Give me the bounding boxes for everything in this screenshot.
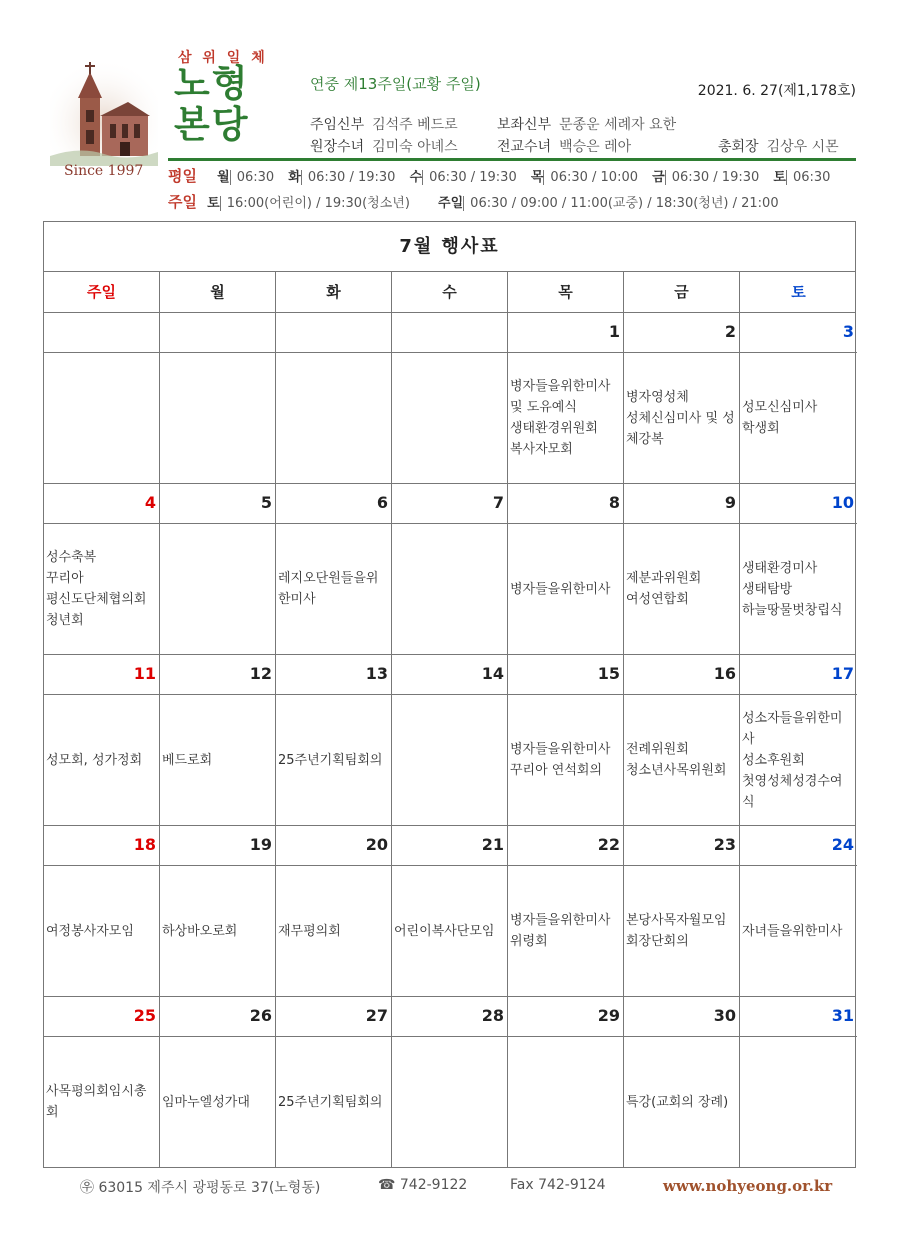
calendar-day-cell	[276, 313, 392, 483]
staff-role: 총회장	[718, 139, 759, 155]
event-item: 임마누엘성가대	[162, 1094, 250, 1110]
event-item: 여정봉사자모임	[46, 923, 134, 939]
mass-time: 06:30 / 10:00	[550, 170, 638, 185]
footer-fax: Fax 742-9124	[510, 1177, 606, 1193]
event-item: 위령회	[510, 934, 548, 949]
mass-day: 목	[530, 170, 544, 185]
day-events	[46, 1037, 157, 1167]
tagline: 삼 위 일 체	[178, 50, 268, 66]
church-name-line2: 본당	[174, 103, 250, 146]
church-building-illustration	[50, 58, 158, 166]
day-events	[510, 866, 621, 996]
calendar-day-cell	[508, 826, 624, 996]
day-number: 28	[392, 997, 507, 1037]
day-events	[394, 866, 505, 996]
day-events	[394, 695, 505, 825]
calendar-day-cell	[508, 484, 624, 654]
mass-day: 주일	[438, 196, 464, 211]
day-number: 2	[624, 313, 739, 353]
day-number: 3	[740, 313, 857, 353]
event-item: 병자들을위한미사	[510, 742, 611, 757]
staff-name: 김미숙 아녜스	[372, 139, 458, 155]
day-events	[742, 524, 855, 654]
weekday-header: 월	[160, 272, 276, 312]
day-events	[162, 695, 273, 825]
sunday-mass-times	[168, 191, 779, 212]
day-events	[162, 866, 273, 996]
day-events	[742, 353, 855, 483]
staff-president	[718, 136, 839, 156]
day-number: 17	[740, 655, 857, 695]
calendar-day-cell	[276, 655, 392, 825]
event-item: 재무평의회	[278, 923, 341, 939]
day-number: 13	[276, 655, 391, 695]
event-item: 여성연합회	[626, 592, 689, 607]
calendar-day-cell	[624, 655, 740, 825]
staff-name: 김상우 시몬	[766, 139, 839, 155]
calendar-grid	[44, 313, 855, 1168]
day-number: 12	[160, 655, 275, 695]
day-events	[626, 524, 737, 654]
calendar-day-cell	[508, 655, 624, 825]
event-item: 평신도단체협의회	[46, 592, 147, 607]
calendar-week	[44, 826, 855, 997]
day-events	[742, 866, 855, 996]
calendar-day-cell	[624, 997, 740, 1167]
event-item: 성소자들을위한미사	[742, 710, 843, 747]
staff-role: 원장수녀	[310, 139, 365, 155]
day-number: 7	[392, 484, 507, 524]
event-calendar	[43, 221, 856, 1168]
event-item: 병자들을위한미사	[510, 913, 611, 928]
mass-day: 월	[217, 170, 230, 185]
mass-time: 06:30 / 19:30	[307, 170, 396, 185]
day-number: 31	[740, 997, 857, 1037]
calendar-day-cell	[624, 313, 740, 483]
calendar-day-cell	[44, 826, 160, 996]
event-item: 성체신심미사 및 성체강복	[626, 410, 735, 447]
day-events	[626, 695, 737, 825]
day-number	[44, 313, 159, 353]
day-events	[46, 353, 157, 483]
event-item: 청년회	[46, 613, 84, 628]
day-number: 5	[160, 484, 275, 524]
calendar-week	[44, 997, 855, 1168]
calendar-day-cell	[160, 313, 276, 483]
calendar-day-cell	[160, 997, 276, 1167]
mass-time: 06:30 / 19:30	[671, 170, 760, 185]
mass-day: 수	[409, 170, 423, 185]
staff-name: 문종운 세례자 요한	[559, 117, 677, 133]
day-events	[162, 1037, 273, 1167]
day-events	[278, 866, 389, 996]
day-events	[394, 524, 505, 654]
staff-role: 보좌신부	[497, 117, 552, 133]
event-item: 레지오단원들을위한미사	[278, 571, 379, 607]
event-item: 성모회, 성가정회	[46, 752, 143, 768]
calendar-day-cell	[44, 655, 160, 825]
mass-time: 06:30	[236, 170, 275, 185]
day-number: 15	[508, 655, 623, 695]
day-number: 18	[44, 826, 159, 866]
calendar-day-cell	[740, 313, 857, 483]
day-events	[626, 353, 737, 483]
day-number	[392, 313, 507, 353]
day-number	[160, 313, 275, 353]
day-number: 16	[624, 655, 739, 695]
calendar-day-cell	[160, 655, 276, 825]
event-item: 청소년사목위원회	[626, 763, 727, 778]
day-number: 26	[160, 997, 275, 1037]
day-events	[510, 353, 621, 483]
issue-date: 2021. 6. 27(제1,178호)	[697, 83, 856, 99]
weekday-header: 토	[791, 283, 806, 301]
day-events	[510, 524, 621, 654]
day-number: 22	[508, 826, 623, 866]
day-events	[162, 353, 273, 483]
day-number: 1	[508, 313, 623, 353]
event-item: 제분과위원회	[626, 571, 702, 586]
calendar-day-cell	[740, 997, 857, 1167]
event-item: 자녀들을위한미사	[742, 923, 843, 939]
mass-day: 토	[207, 196, 220, 211]
event-item: 특강(교회의 장례)	[626, 1094, 729, 1110]
calendar-day-cell	[392, 826, 508, 996]
event-item: 베드로회	[162, 752, 213, 768]
day-events	[394, 1037, 505, 1167]
day-events	[278, 695, 389, 825]
header-divider	[168, 158, 856, 161]
day-number: 6	[276, 484, 391, 524]
church-name-logo	[174, 63, 264, 145]
day-number: 4	[44, 484, 159, 524]
day-number: 25	[44, 997, 159, 1037]
calendar-day-cell	[44, 313, 160, 483]
day-number: 27	[276, 997, 391, 1037]
calendar-week	[44, 484, 855, 655]
event-item: 성수축복	[46, 550, 97, 565]
day-events	[626, 1037, 737, 1167]
calendar-day-cell	[392, 997, 508, 1167]
event-item: 하늘땅물벗창립식	[742, 602, 843, 618]
mass-time: 06:30 / 19:30	[429, 170, 517, 185]
day-number: 29	[508, 997, 623, 1037]
staff-mission	[497, 136, 631, 156]
day-events	[510, 695, 621, 825]
staff-pastor	[310, 114, 458, 134]
calendar-day-cell	[624, 826, 740, 996]
day-number: 24	[740, 826, 857, 866]
event-item: 전례위원회	[626, 742, 689, 757]
weekday-header: 금	[624, 272, 740, 312]
day-number: 23	[624, 826, 739, 866]
footer-phone: ☎ 742-9122	[378, 1177, 468, 1193]
calendar-day-cell	[276, 997, 392, 1167]
calendar-day-cell	[740, 655, 857, 825]
mass-day: 금	[652, 170, 665, 185]
event-item: 병자영성체	[626, 389, 689, 405]
day-number	[276, 313, 391, 353]
day-number: 19	[160, 826, 275, 866]
weekday-header: 화	[276, 272, 392, 312]
event-item: 병자들을위한미사	[510, 581, 611, 597]
day-number: 20	[276, 826, 391, 866]
day-number: 10	[740, 484, 857, 524]
staff-name: 김석주 베드로	[372, 117, 458, 133]
calendar-day-cell	[392, 484, 508, 654]
since-year: Since 1997	[64, 163, 144, 179]
footer-website-link[interactable]: www.nohyeong.or.kr	[663, 1177, 833, 1195]
calendar-day-cell	[508, 997, 624, 1167]
liturgical-season: 연중 제13주일(교황 주일)	[310, 75, 481, 93]
day-number: 9	[624, 484, 739, 524]
day-events	[162, 524, 273, 654]
day-number: 21	[392, 826, 507, 866]
day-events	[46, 866, 157, 996]
day-events	[46, 695, 157, 825]
day-number: 14	[392, 655, 507, 695]
day-number: 30	[624, 997, 739, 1037]
calendar-day-cell	[44, 997, 160, 1167]
calendar-week	[44, 655, 855, 826]
event-item: 생태탐방	[742, 581, 793, 597]
mass-time: 16:00(어린이) / 19:30(청소년)	[226, 196, 410, 211]
weekday-header: 목	[508, 272, 624, 312]
weekday-header-row	[44, 272, 855, 313]
day-events	[626, 866, 737, 996]
day-number: 8	[508, 484, 623, 524]
event-item: 복사자모회	[510, 442, 573, 457]
calendar-day-cell	[392, 655, 508, 825]
calendar-week	[44, 313, 855, 484]
mass-time: 06:30 / 09:00 / 11:00(교중) / 18:30(청년) / 21:00	[470, 196, 779, 211]
weekday-mass-times	[168, 165, 830, 186]
day-events	[742, 695, 855, 825]
calendar-day-cell	[276, 826, 392, 996]
day-number: 11	[44, 655, 159, 695]
event-item: 성모신심미사	[742, 400, 818, 415]
weekday-header: 수	[392, 272, 508, 312]
calendar-day-cell	[276, 484, 392, 654]
calendar-day-cell	[160, 826, 276, 996]
event-item: 첫영성체성경수여식	[742, 773, 843, 810]
staff-role: 주임신부	[310, 117, 365, 133]
staff-assistant	[497, 114, 676, 134]
day-events	[278, 353, 389, 483]
staff-role: 전교수녀	[497, 139, 552, 155]
event-item: 꾸리아 연석회의	[510, 763, 603, 778]
event-item: 학생회	[742, 421, 780, 436]
event-item: 병자들을위한미사	[510, 379, 611, 394]
weekday-header: 주일	[44, 272, 160, 312]
event-item: 25주년기획팀회의	[278, 1094, 383, 1110]
day-events	[742, 1037, 855, 1167]
church-name-line1: 노형	[174, 62, 250, 105]
calendar-day-cell	[740, 484, 857, 654]
event-item: 사목평의회임시총회	[46, 1084, 147, 1120]
event-item: 하상바오로회	[162, 923, 238, 939]
event-item: 회장단회의	[626, 934, 689, 949]
event-item: 25주년기획팀회의	[278, 752, 383, 768]
staff-name: 백승은 레아	[559, 139, 632, 155]
staff-sister	[310, 136, 458, 156]
calendar-day-cell	[624, 484, 740, 654]
day-events	[278, 1037, 389, 1167]
event-item: 성소후원회	[742, 752, 805, 768]
calendar-title: 7월 행사표	[44, 222, 855, 272]
mass-day: 화	[288, 170, 301, 185]
weekday-label: 평일	[168, 167, 197, 185]
sunday-label: 주일	[168, 193, 197, 211]
mass-day: 토	[773, 170, 786, 185]
event-item: 생태환경위원회	[510, 421, 598, 436]
event-item: 어린이복사단모임	[394, 923, 495, 939]
day-events	[46, 524, 157, 654]
calendar-day-cell	[392, 313, 508, 483]
calendar-day-cell	[508, 313, 624, 483]
day-events	[510, 1037, 621, 1167]
day-events	[278, 524, 389, 654]
event-item: 본당사목자월모임	[626, 913, 727, 928]
mass-time: 06:30	[792, 170, 831, 185]
calendar-day-cell	[44, 484, 160, 654]
calendar-day-cell	[160, 484, 276, 654]
footer-address: ㉾ 63015 제주시 광평동로 37(노형동)	[80, 1180, 321, 1196]
event-item: 꾸리아	[46, 571, 84, 586]
calendar-day-cell	[740, 826, 857, 996]
event-item: 및 도유예식	[510, 400, 577, 415]
event-item: 생태환경미사	[742, 560, 818, 576]
day-events	[394, 353, 505, 483]
